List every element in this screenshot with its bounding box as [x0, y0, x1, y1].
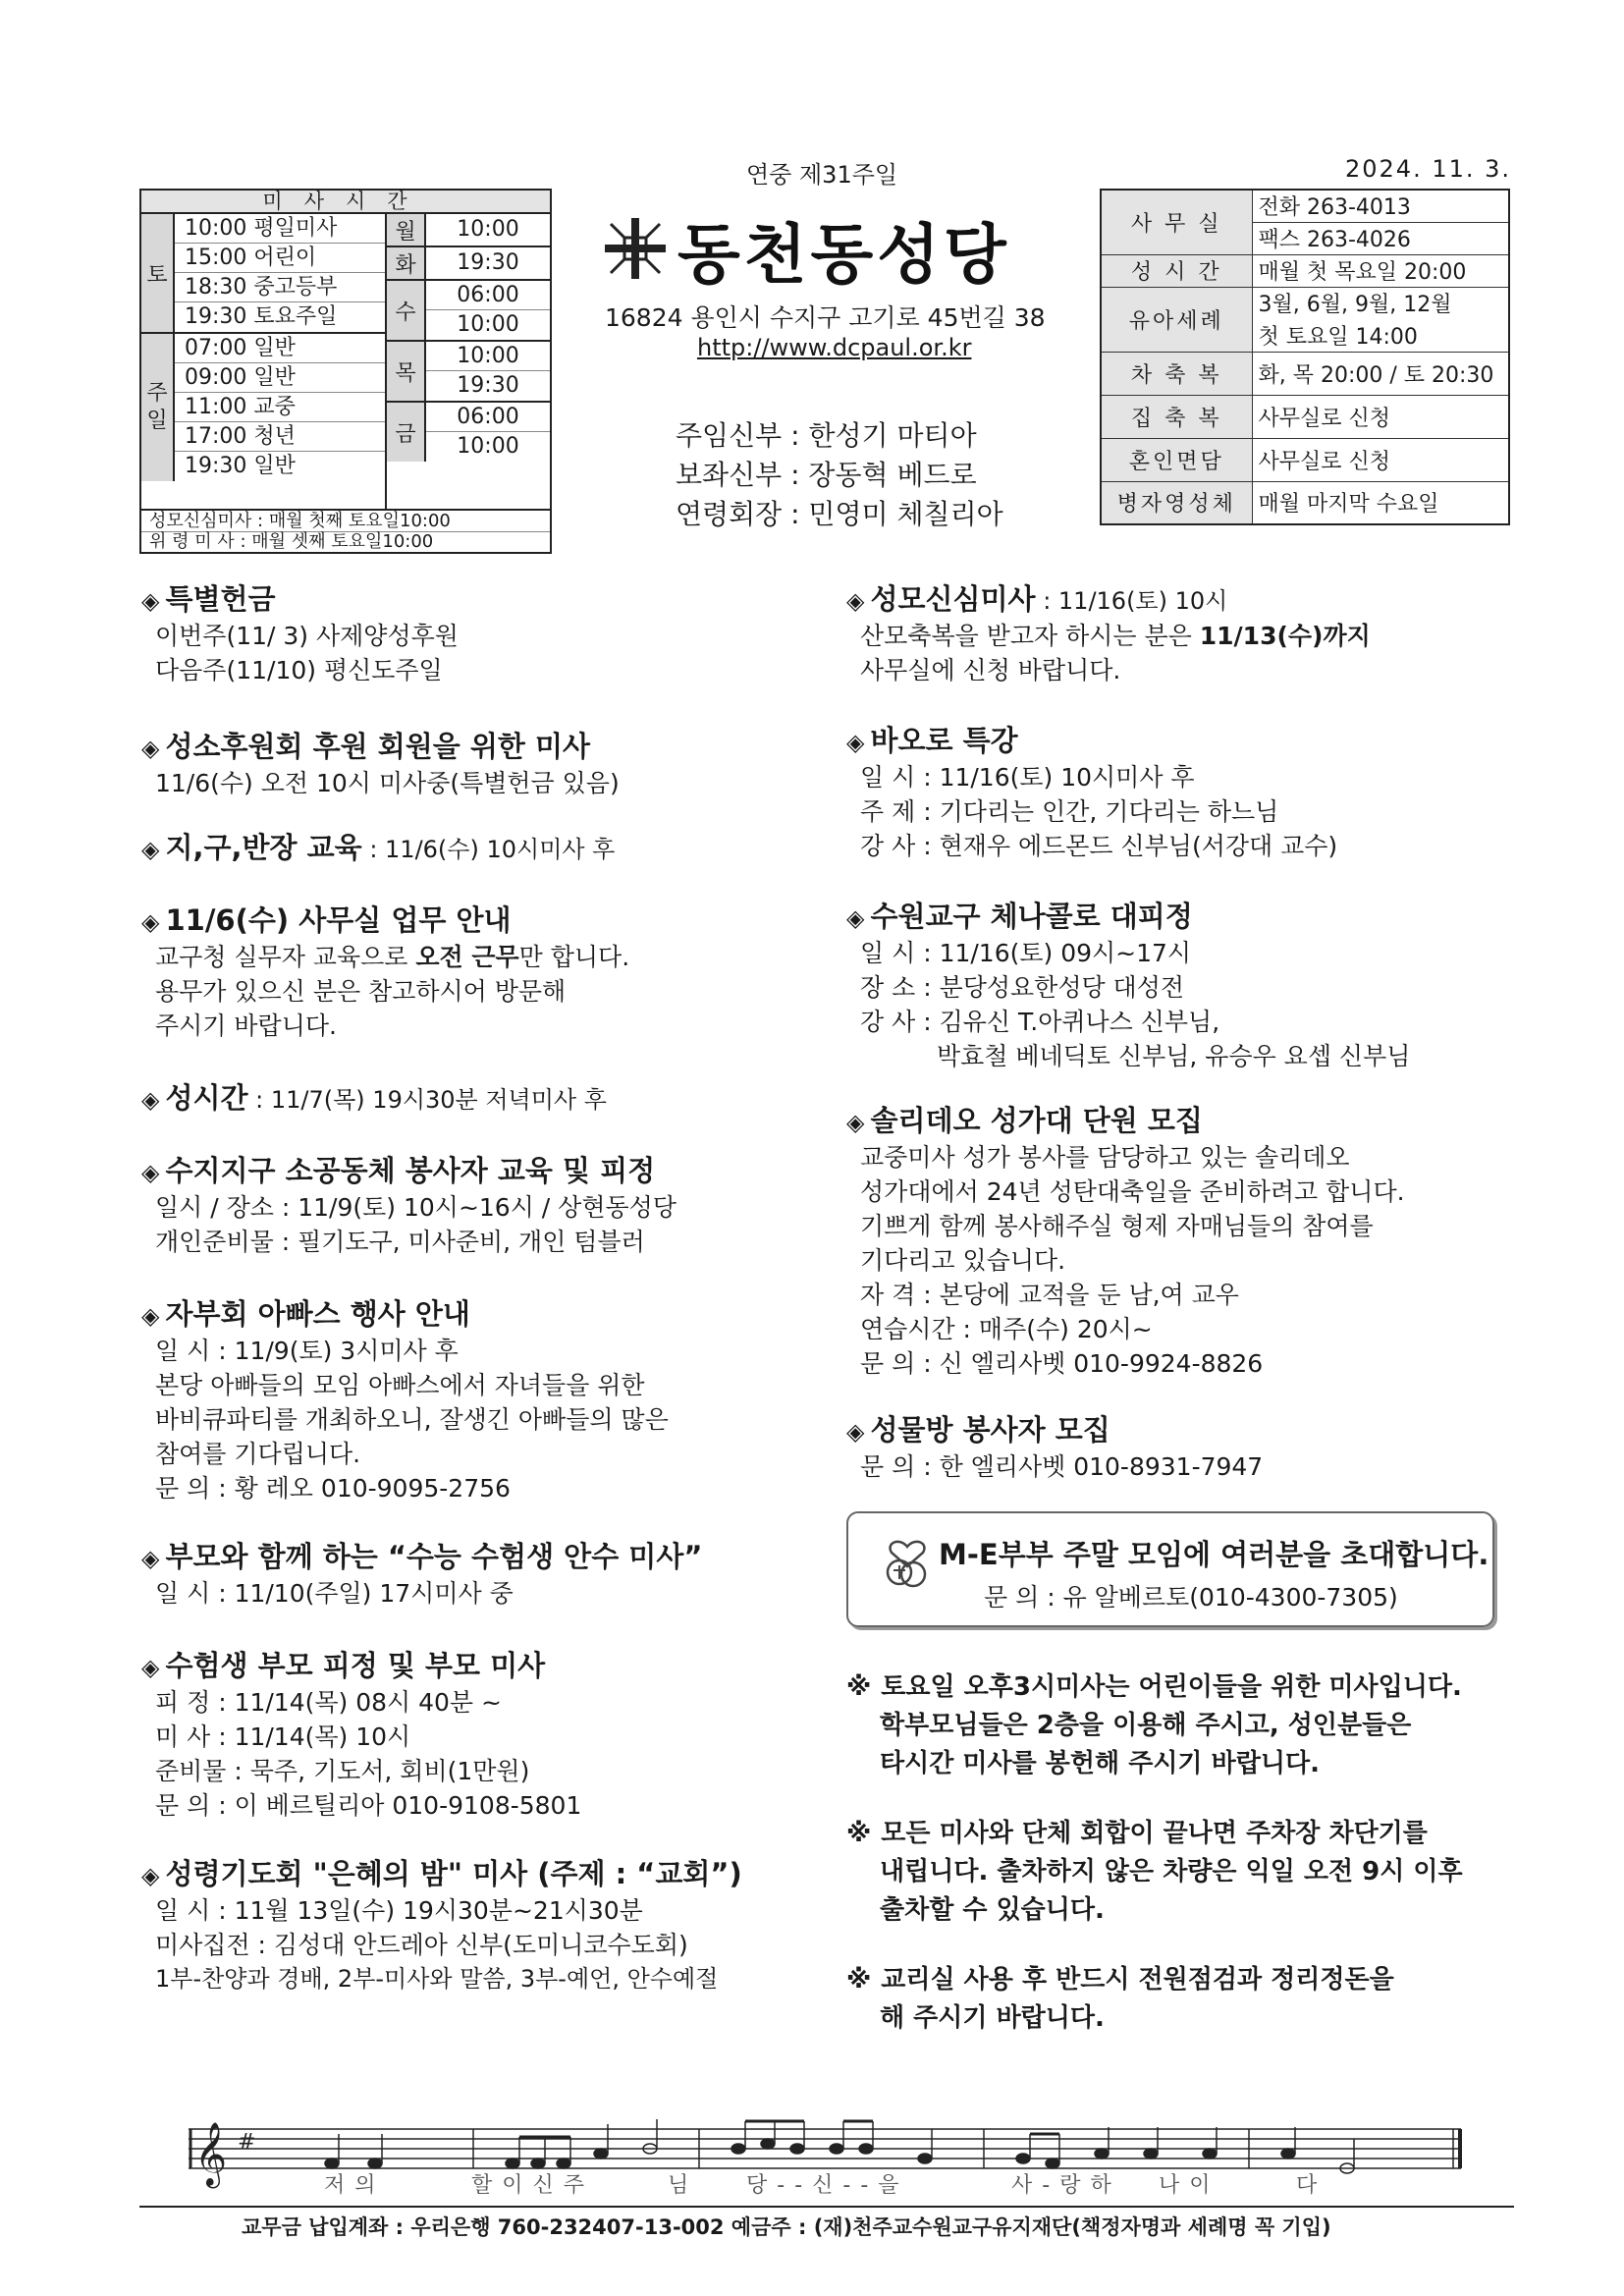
- notice-line: 일 시 : 11/16(토) 09시~17시: [860, 939, 1192, 967]
- lyric-syllable: 저의: [324, 2173, 386, 2198]
- date-label: 2024. 11. 3.: [1345, 155, 1512, 183]
- notice-special-offering: [141, 581, 819, 687]
- saturday-group: [141, 214, 385, 334]
- diamond-icon: ◈: [141, 908, 160, 936]
- remark-parking: [846, 1815, 1514, 1930]
- car-blessing-value: 화, 목 20:00 / 토 20:30: [1252, 352, 1509, 395]
- lyric-syllable: 님: [668, 2173, 699, 2198]
- remark-line: 해 주시기 바랍니다.: [880, 2003, 1105, 2033]
- treble-clef-icon: 𝄞: [194, 2122, 228, 2186]
- diamond-icon: ◈: [141, 1654, 160, 1681]
- remark-line: 내립니다. 출차하지 않은 차량은 익일 오전 9시 이후: [880, 1857, 1463, 1886]
- mass-row: 09:00 일반: [175, 363, 385, 393]
- notice-line: 바비큐파티를 개최하오니, 잘생긴 아빠들의 많은: [155, 1405, 669, 1434]
- remark-line: 타시간 미사를 봉헌해 주시기 바랍니다.: [880, 1749, 1320, 1778]
- lyric-syllable: 나이: [1159, 2173, 1220, 2198]
- notice-sacristy-recruit: [846, 1412, 1514, 1484]
- diamond-icon: ◈: [141, 1159, 160, 1186]
- notice-line: 교구청 실무자 교육으로 오전 근무만 합니다.: [155, 943, 630, 971]
- office-label: 사 무 실: [1101, 190, 1252, 254]
- holy-hour-label: 성 시 간: [1101, 254, 1252, 287]
- rings-icon: [878, 1533, 937, 1592]
- footer-account-info: 교무금 납입계좌 : 우리은행 760-232407-13-002 예금주 : (재)천주교수원교구유지재단(책정자명과 세례명 꼭 기입): [242, 2215, 1331, 2239]
- diamond-icon: ◈: [141, 735, 160, 762]
- office-fax: 팩스 263-4026: [1252, 222, 1509, 254]
- holy-hour-value: 매월 첫 목요일 20:00: [1252, 254, 1509, 287]
- mass-row: 11:00 교중: [175, 393, 385, 422]
- svg-text:#: #: [238, 2130, 256, 2155]
- notice-line: 문 의 : 한 엘리사벳 010-8931-7947: [860, 1452, 1264, 1481]
- notice-title: 지,구,반장 교육: [165, 831, 362, 864]
- weekday-time: 10:00: [457, 217, 519, 242]
- house-blessing-value: 사무실로 신청: [1252, 395, 1509, 438]
- notice-title: 성시간: [165, 1081, 248, 1115]
- notice-abbas-event: [141, 1296, 819, 1505]
- weekday-time: 06:00: [426, 403, 550, 432]
- baptism-label: 유아세례: [1101, 287, 1252, 352]
- notice-line: 박효철 베네딕토 신부님, 유승우 요셉 신부님: [937, 1042, 1411, 1070]
- diamond-icon: ◈: [846, 904, 865, 932]
- diamond-icon: ◈: [846, 1109, 865, 1136]
- notice-title-suffix: : 11/16(토) 10시: [1035, 587, 1228, 615]
- special-mass-row: 성모신심미사 : 매월 첫째 토요일10:00: [141, 511, 550, 532]
- weekend-column: [141, 214, 387, 509]
- notice-title: 수원교구 체나콜로 대피정: [870, 900, 1193, 933]
- diamond-icon: ◈: [141, 1545, 160, 1572]
- notice-office-hours: [141, 902, 819, 1043]
- friday-label: 금: [387, 403, 426, 462]
- special-mass-row: 위 령 미 사 : 매월 셋째 토요일10:00: [149, 531, 434, 552]
- notice-line: 문 의 : 신 엘리사벳 010-9924-8826: [860, 1349, 1264, 1378]
- notice-line: 일 시 : 11/16(토) 10시미사 후: [860, 763, 1195, 792]
- notice-line: 문 의 : 이 베르틸리아 010-9108-5801: [155, 1791, 582, 1820]
- weekday-time: 10:00: [457, 312, 519, 337]
- weekday-column: [387, 214, 550, 509]
- weekday-time: 06:00: [426, 281, 550, 310]
- weekday-time: 10:00: [457, 434, 519, 459]
- mass-schedule-box: [139, 189, 552, 554]
- saturday-label: 토: [141, 214, 175, 332]
- mass-row: 07:00 일반: [175, 334, 385, 363]
- notice-title: 성령기도회 "은혜의 밤" 미사 (주제 : “교회”): [165, 1857, 742, 1890]
- notice-line: 일시 / 장소 : 11/9(토) 10시~16시 / 상현동성당: [155, 1193, 677, 1222]
- mass-row: 10:00 평일미사: [175, 214, 385, 244]
- lyric-syllable: 사-랑하: [1011, 2173, 1121, 2198]
- diamond-icon: ◈: [846, 587, 865, 615]
- remark-classroom: [846, 1961, 1514, 2038]
- notice-line: 강 사 : 김유신 T.아퀴나스 신부님,: [860, 1008, 1220, 1036]
- left-notices: [141, 581, 819, 2030]
- baptism-value-1: 3월, 6월, 9월, 12월: [1252, 287, 1509, 319]
- remark-line: 모든 미사와 단체 회합이 끝나면 주차장 차단기를: [881, 1819, 1428, 1848]
- sick-communion-value: 매월 마지막 수요일: [1252, 481, 1509, 524]
- clergy-list: [676, 416, 1003, 534]
- bulletin-header: [139, 189, 1510, 554]
- notice-line: 피 정 : 11/14(목) 08시 40분 ~: [155, 1688, 502, 1717]
- notice-line: 주 제 : 기다리는 인간, 기다리는 하느님: [860, 797, 1279, 826]
- office-phone: 전화 263-4013: [1252, 190, 1509, 222]
- notice-paul-lecture: [846, 723, 1514, 863]
- notice-vocation-mass: [141, 729, 819, 800]
- notice-title: 부모와 함께 하는 “수능 수험생 안수 미사”: [165, 1540, 703, 1573]
- notice-line: 연습시간 : 매주(수) 20시~: [860, 1315, 1153, 1343]
- notice-title: 성물방 봉사자 모집: [870, 1413, 1110, 1447]
- reference-mark-icon: ※: [846, 1819, 872, 1848]
- remark-line: 학부모님들은 2층을 이용해 주시고, 성인분들은: [880, 1711, 1412, 1740]
- notice-cenacolo-retreat: [846, 899, 1514, 1073]
- notice-title: 자부회 아빠스 행사 안내: [165, 1297, 470, 1331]
- notice-title: 솔리데오 성가대 단원 모집: [870, 1104, 1203, 1137]
- weekday-time: 19:30: [457, 250, 519, 275]
- mass-schedule-title: 미사시간: [141, 191, 550, 214]
- notice-line: 일 시 : 11/9(토) 3시미사 후: [155, 1337, 459, 1365]
- sick-communion-label: 병자영성체: [1101, 481, 1252, 524]
- notice-title: 수험생 부모 피정 및 부모 미사: [165, 1649, 546, 1682]
- church-address: 16824 용인시 수지구 고기로 45번길 38: [605, 303, 1046, 332]
- notice-line: 사무실에 신청 바랍니다.: [860, 656, 1121, 684]
- wednesday-group: [387, 281, 550, 342]
- monday-label: 월: [387, 214, 426, 246]
- marriage-label: 혼인면담: [1101, 438, 1252, 481]
- friday-group: [387, 403, 550, 462]
- house-blessing-label: 집 축 복: [1101, 395, 1252, 438]
- sunday-group: [141, 334, 385, 481]
- notice-choir-recruit: [846, 1103, 1514, 1381]
- notice-line: 본당 아빠들의 모임 아빠스에서 자녀들을 위한: [155, 1371, 645, 1399]
- remark-children-mass: [846, 1668, 1514, 1783]
- notice-line: 미사집전 : 김성대 안드레아 신부(도미니코수도회): [155, 1931, 688, 1959]
- notice-title: 수지지구 소공동체 봉사자 교육 및 피정: [165, 1154, 656, 1187]
- notice-line: 11/6(수) 오전 10시 미사중(특별헌금 있음): [155, 769, 620, 797]
- notice-title-suffix: : 11/7(목) 19시30분 저녁미사 후: [247, 1086, 607, 1114]
- mass-row: 15:00 어린이: [175, 244, 385, 273]
- lyrics-line: [0, 2168, 1624, 2198]
- notice-marian-mass: [846, 581, 1514, 687]
- diamond-icon: ◈: [846, 729, 865, 756]
- notice-title: 성모신심미사: [870, 582, 1036, 616]
- wednesday-label: 수: [387, 281, 426, 340]
- notice-line: 일 시 : 11/10(주일) 17시미사 중: [155, 1579, 514, 1608]
- diamond-icon: ◈: [141, 1086, 160, 1114]
- notice-line: 기다리고 있습니다.: [860, 1246, 1066, 1275]
- thursday-label: 목: [387, 342, 426, 401]
- office-info-table: [1100, 189, 1510, 525]
- notice-line: 참여를 기다립니다.: [155, 1440, 361, 1468]
- notice-holy-hour: [141, 1080, 819, 1118]
- me-contact: 문 의 : 유 알베르토(010-4300-7305): [984, 1583, 1398, 1612]
- assistant-priest: 보좌신부 : 장동혁 베드로: [676, 459, 977, 491]
- notice-leader-education: [141, 830, 819, 867]
- notice-line: 성가대에서 24년 성탄대축일을 준비하려고 합니다.: [860, 1177, 1405, 1206]
- church-name: 동천동성당: [677, 217, 1010, 293]
- remark-line: 교리실 사용 후 반드시 전원점검과 정리정돈을: [881, 1965, 1394, 1995]
- mass-row: 17:00 청년: [175, 422, 385, 452]
- notice-title: 바오로 특강: [870, 724, 1018, 757]
- mass-row: 19:30 토요주일: [185, 304, 338, 329]
- notice-line: 1부-찬양과 경배, 2부-미사와 말씀, 3부-예언, 안수예절: [155, 1965, 719, 1993]
- me-title: M-E부부 주말 모임에 여러분을 초대합니다.: [939, 1538, 1489, 1571]
- weekday-time: 19:30: [457, 373, 519, 398]
- remark-line: 출차할 수 있습니다.: [880, 1895, 1105, 1925]
- notice-line: 강 사 : 현재우 에드몬드 신부님(서강대 교수): [860, 832, 1338, 860]
- baptism-value-2: 첫 토요일 14:00: [1252, 319, 1509, 352]
- notice-line: 자 격 : 본당에 교적을 둔 남,여 교우: [860, 1281, 1239, 1309]
- tuesday-label: 화: [387, 247, 426, 279]
- notice-line: 준비물 : 묵주, 기도서, 회비(1만원): [155, 1757, 530, 1785]
- lyric-syllable: 할이신주: [471, 2173, 595, 2198]
- notice-title: 11/6(수) 사무실 업무 안내: [165, 903, 512, 937]
- notice-exam-mass: [141, 1539, 819, 1611]
- mass-schedule-grid: [141, 214, 550, 511]
- notice-line: 산모축복을 받고자 하시는 분은 11/13(수)까지: [860, 622, 1371, 650]
- lyric-syllable: 당--신--을: [746, 2173, 909, 2198]
- diamond-icon: ◈: [141, 1862, 160, 1889]
- me-invitation-box: [846, 1511, 1494, 1627]
- reference-mark-icon: ※: [846, 1965, 872, 1995]
- notice-line: 다음주(11/10) 평신도주일: [155, 656, 443, 684]
- notice-title: 성소후원회 후원 회원을 위한 미사: [165, 730, 591, 763]
- footer-divider: [139, 2206, 1514, 2208]
- tuesday-group: [387, 247, 550, 281]
- notice-line: 주시기 바랍니다.: [155, 1011, 337, 1040]
- notice-title: 특별헌금: [165, 582, 276, 616]
- notice-exam-parents-retreat: [141, 1648, 819, 1823]
- cross-logo-icon: [601, 214, 670, 283]
- sunday-label: 주 일: [141, 334, 175, 481]
- notice-line: 미 사 : 11/14(목) 10시: [155, 1722, 411, 1751]
- church-url[interactable]: http://www.dcpaul.or.kr: [697, 334, 972, 361]
- lyric-syllable: 다: [1296, 2173, 1327, 2198]
- notice-line: 이번주(11/ 3) 사제양성후원: [155, 622, 459, 650]
- right-notices: [846, 581, 1514, 2069]
- week-label: 연중 제31주일: [746, 161, 898, 189]
- notice-line: 장 소 : 분당성요한성당 대성전: [860, 973, 1185, 1002]
- notice-line: 용무가 있으신 분은 참고하시어 방문해: [155, 977, 567, 1006]
- mass-row: 19:30 일반: [185, 454, 296, 478]
- thursday-group: [387, 342, 550, 403]
- mass-row: 18:30 중고등부: [175, 273, 385, 302]
- remark-line: 토요일 오후3시미사는 어린이들을 위한 미사입니다.: [881, 1672, 1462, 1702]
- funeral-president: 연령회장 : 민영미 체칠리아: [676, 498, 1003, 530]
- notice-line: 교중미사 성가 봉사를 담당하고 있는 솔리데오: [860, 1143, 1350, 1172]
- reference-mark-icon: ※: [846, 1672, 872, 1702]
- notice-line: 문 의 : 황 레오 010-9095-2756: [155, 1474, 511, 1503]
- pastor: 주임신부 : 한성기 마티아: [676, 419, 977, 452]
- diamond-icon: ◈: [141, 1302, 160, 1330]
- notice-line: 일 시 : 11월 13일(수) 19시30분~21시30분: [155, 1896, 643, 1925]
- diamond-icon: ◈: [141, 587, 160, 615]
- notice-charismatic-mass: [141, 1856, 819, 1996]
- notice-title-suffix: : 11/6(수) 10시미사 후: [361, 836, 616, 863]
- diamond-icon: ◈: [846, 1418, 865, 1446]
- notice-suji-retreat: [141, 1153, 819, 1259]
- monday-group: [387, 214, 550, 247]
- marriage-value: 사무실로 신청: [1252, 438, 1509, 481]
- weekday-time: 10:00: [426, 342, 550, 371]
- notice-line: 기쁘게 함께 봉사해주실 형제 자매님들의 참여를: [860, 1212, 1374, 1240]
- diamond-icon: ◈: [141, 836, 160, 863]
- notice-line: 개인준비물 : 필기도구, 미사준비, 개인 텀블러: [155, 1228, 645, 1256]
- car-blessing-label: 차 축 복: [1101, 352, 1252, 395]
